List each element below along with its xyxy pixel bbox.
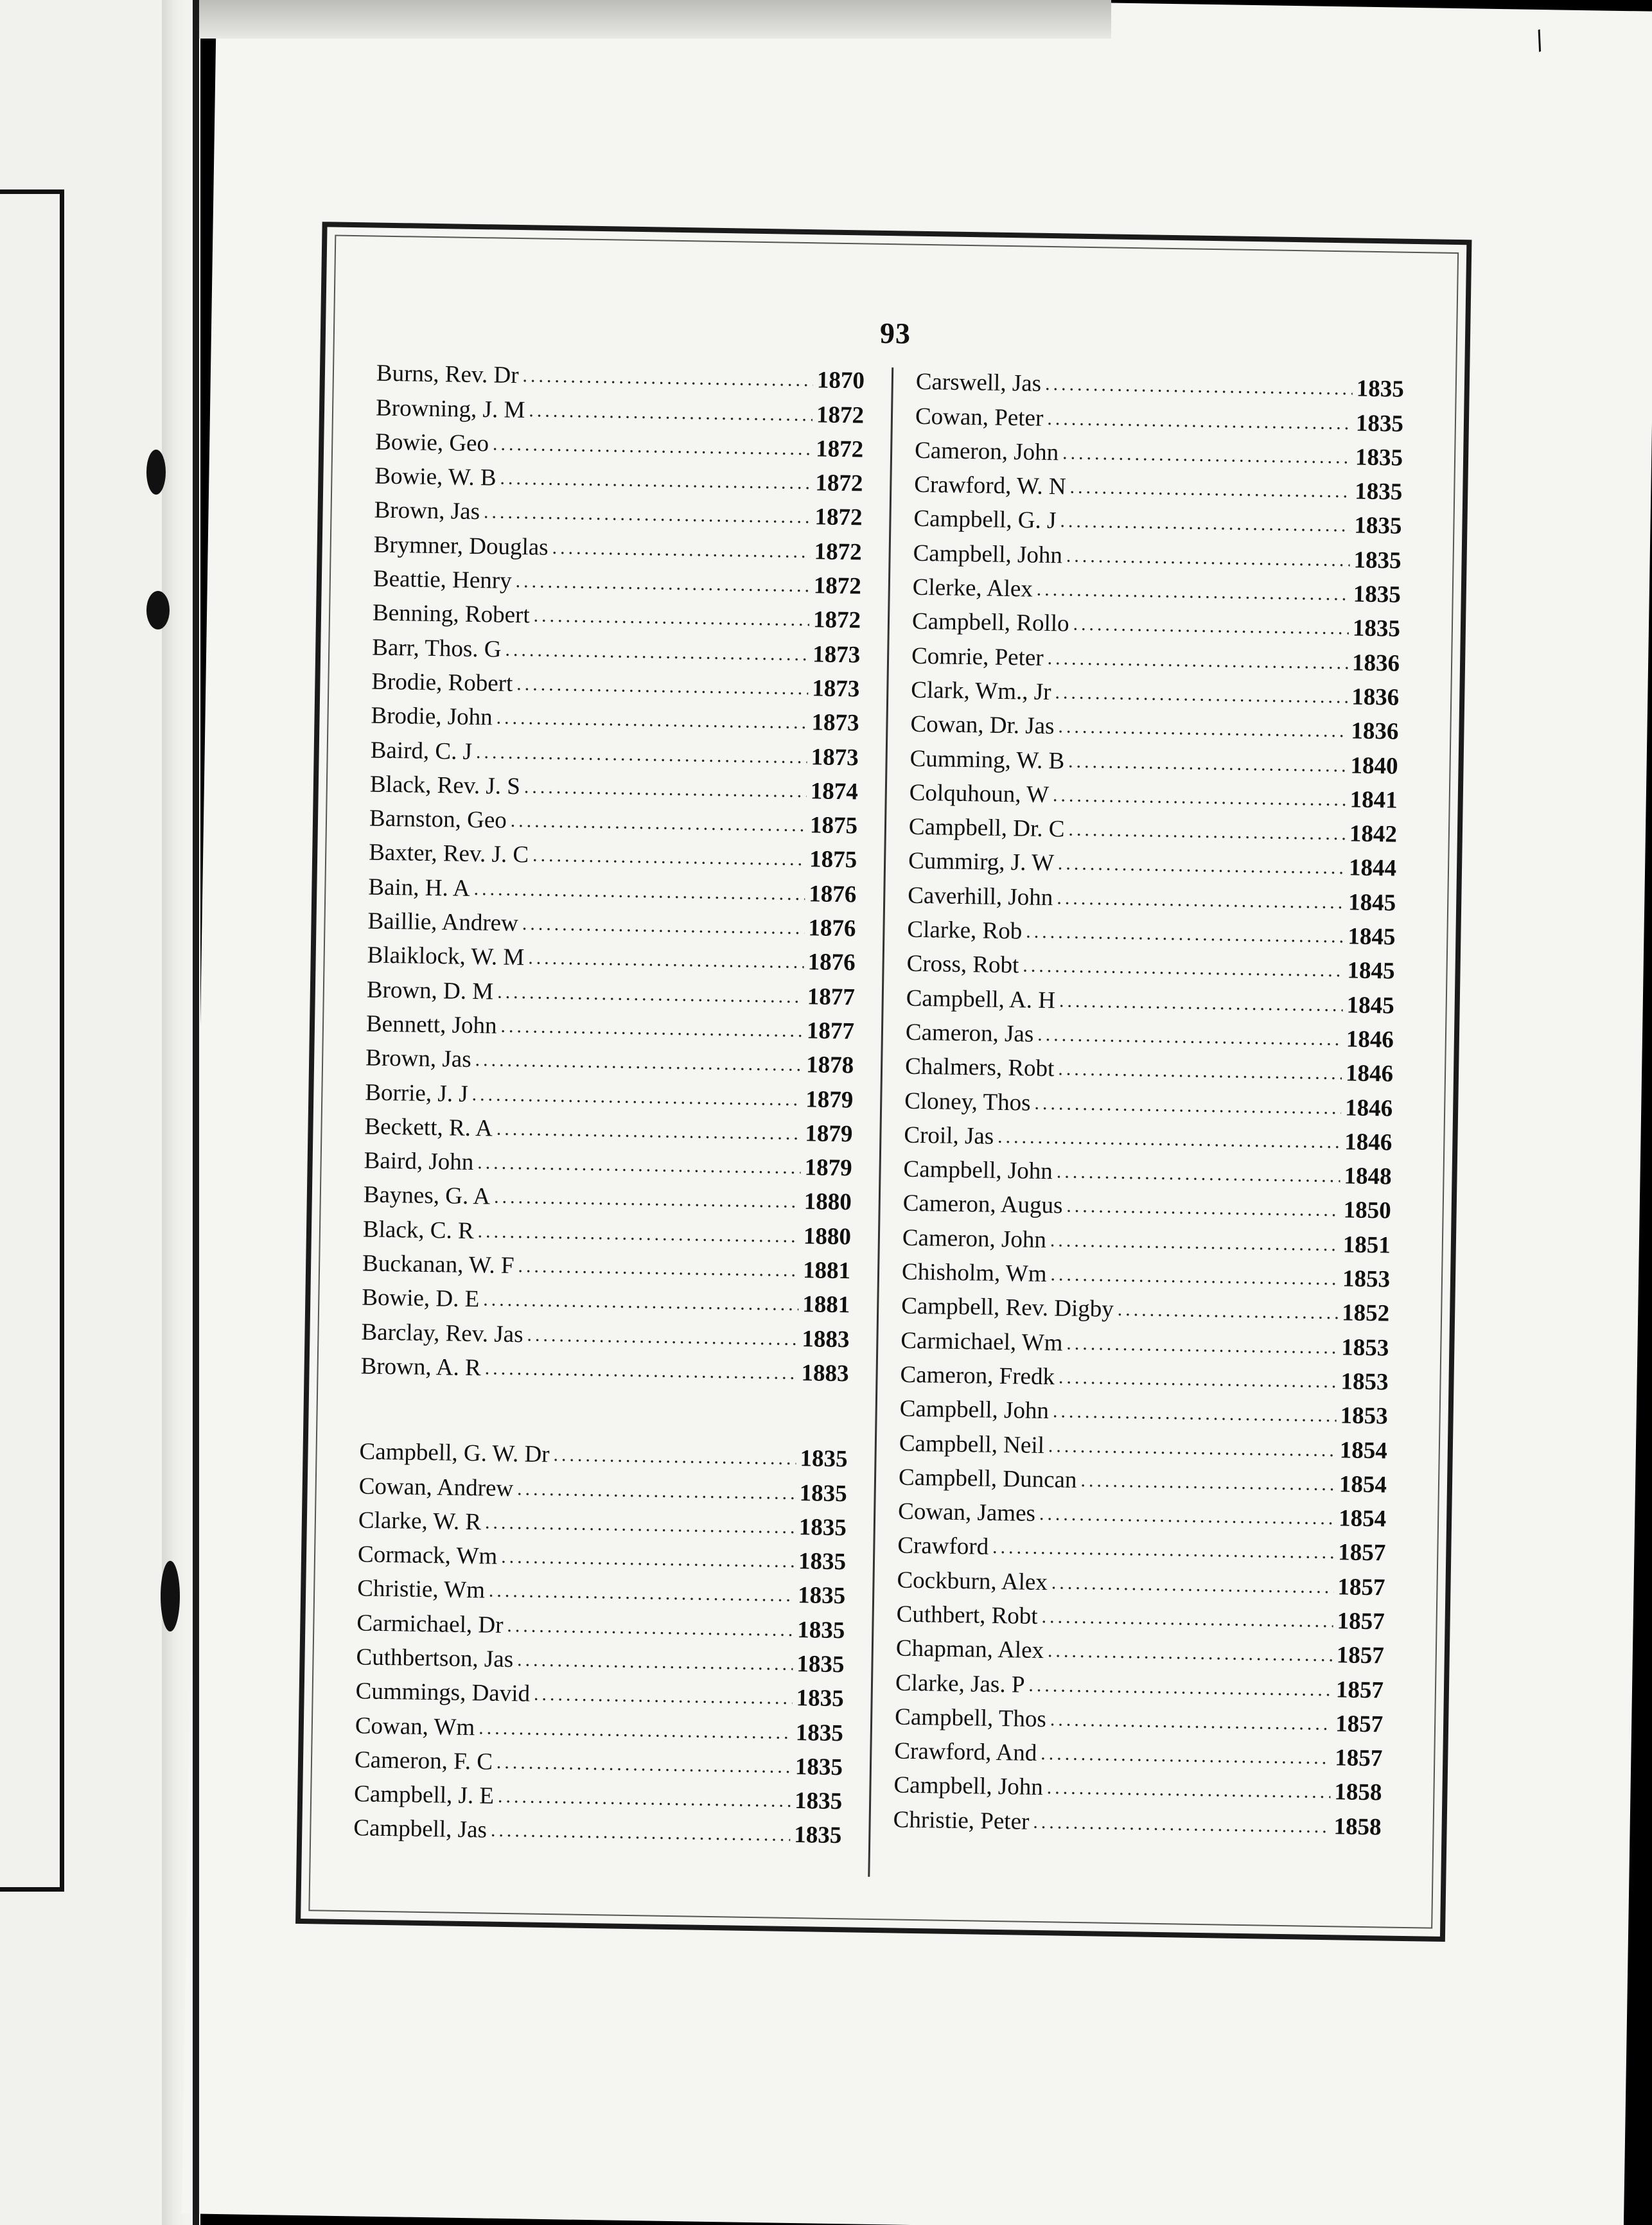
member-name: Cameron, Fredk (900, 1361, 1055, 1391)
member-year: 1835 (798, 1548, 847, 1576)
member-name: Barclay, Rev. Jas (361, 1318, 523, 1348)
member-year: 1853 (1340, 1402, 1388, 1430)
member-name: Campbell, John (903, 1156, 1053, 1185)
page-border (295, 222, 1472, 1942)
dot-leader (1037, 1017, 1342, 1056)
member-name: Clarke, W. R (358, 1507, 482, 1536)
member-name: Baird, C. J (370, 737, 473, 765)
member-year: 1876 (808, 915, 856, 942)
member-year: 1835 (1355, 410, 1404, 437)
dot-leader (507, 1608, 794, 1647)
dot-leader (501, 1540, 795, 1578)
member-year: 1836 (1351, 683, 1400, 711)
member-year: 1854 (1339, 1436, 1388, 1464)
member-year: 1879 (805, 1086, 854, 1113)
member-year: 1835 (794, 1788, 843, 1815)
member-year: 1842 (1349, 820, 1398, 848)
dot-leader (1066, 538, 1350, 577)
member-year: 1872 (814, 504, 863, 531)
dot-leader (1041, 1736, 1331, 1775)
member-year: 1858 (1334, 1779, 1382, 1806)
member-name: Crawford, And (894, 1737, 1037, 1767)
member-year: 1873 (812, 640, 861, 669)
member-name: Brown, A. R (360, 1353, 482, 1382)
member-name: Baxter, Rev. J. C (368, 839, 529, 868)
member-year: 1857 (1337, 1539, 1386, 1567)
dot-leader (1062, 435, 1352, 474)
member-year: 1851 (1342, 1231, 1391, 1259)
member-year: 1846 (1344, 1129, 1393, 1156)
dot-leader (1069, 470, 1351, 509)
member-year: 1872 (813, 572, 862, 600)
member-year: 1873 (811, 743, 859, 771)
page-number: 93 (879, 316, 911, 350)
book-page (182, 0, 1652, 2225)
dot-leader (534, 1677, 793, 1715)
member-name: Brown, Jas (365, 1044, 471, 1073)
dot-leader (1028, 1667, 1332, 1706)
member-year: 1835 (793, 1822, 842, 1849)
member-name: Cameron, Augus (902, 1190, 1063, 1219)
member-year: 1845 (1347, 957, 1395, 985)
member-name: Beattie, Henry (373, 565, 512, 594)
member-year: 1853 (1340, 1368, 1389, 1396)
member-name: Cowan, Dr. Jas (910, 710, 1055, 740)
member-name: Campbell, John (893, 1772, 1044, 1801)
member-name: Campbell, Thos (894, 1703, 1047, 1733)
dot-leader (1058, 847, 1346, 885)
member-year: 1835 (1352, 615, 1401, 643)
member-year: 1881 (802, 1291, 850, 1319)
gutter-shadow (193, 0, 199, 2225)
dot-leader (1057, 881, 1345, 919)
dot-leader (1056, 1154, 1340, 1193)
member-year: 1835 (799, 1479, 847, 1507)
member-name: Campbell, Duncan (898, 1464, 1077, 1493)
dot-leader (1059, 983, 1344, 1022)
member-name: Cummirg, J. W (908, 848, 1055, 877)
members-list-right (893, 365, 1404, 1844)
member-year: 1845 (1346, 992, 1395, 1019)
dot-leader (1036, 572, 1349, 611)
member-year: 1848 (1344, 1163, 1392, 1190)
member-year: 1874 (810, 778, 859, 805)
dot-leader (475, 1042, 802, 1082)
member-year: 1846 (1346, 1026, 1394, 1053)
dot-leader (528, 941, 804, 980)
member-name: Colquhoun, W (909, 779, 1050, 808)
member-name: Bennett, John (365, 1010, 497, 1039)
dot-leader (522, 906, 804, 945)
member-year: 1846 (1345, 1060, 1394, 1087)
member-year: 1877 (806, 1017, 855, 1045)
member-year: 1836 (1351, 717, 1399, 745)
member-name: Burns, Rev. Dr (376, 360, 519, 389)
member-year: 1853 (1342, 1265, 1391, 1293)
member-year: 1835 (1354, 478, 1403, 506)
dot-leader (533, 599, 809, 637)
dot-leader (527, 1317, 798, 1356)
member-year: 1835 (1356, 375, 1405, 403)
member-name: Cross, Robt (906, 950, 1019, 979)
dot-leader (493, 427, 813, 466)
pen-mark: / (1530, 25, 1549, 56)
dot-leader (505, 632, 809, 671)
dot-leader (1050, 1257, 1339, 1296)
dot-leader (476, 735, 807, 774)
dot-leader (1050, 1702, 1331, 1741)
dot-leader (510, 804, 806, 842)
dot-leader (1068, 813, 1346, 851)
dot-leader (515, 564, 810, 602)
dot-leader (1073, 607, 1349, 646)
member-name: Comrie, Peter (911, 642, 1044, 671)
member-name: Chalmers, Robt (904, 1053, 1055, 1082)
member-name: Cowan, Wm (355, 1712, 475, 1741)
member-name: Clerke, Alex (912, 574, 1033, 602)
member-name: Baird, John (364, 1147, 474, 1176)
dot-leader (529, 393, 813, 432)
dot-leader (522, 358, 813, 397)
dot-leader (477, 1145, 801, 1184)
member-name: Cummings, David (355, 1678, 531, 1707)
member-year: 1875 (809, 846, 857, 874)
left-column (353, 356, 865, 1853)
dot-leader (1050, 1223, 1340, 1262)
dot-leader (992, 1530, 1335, 1569)
member-name: Campbell, Neil (899, 1430, 1045, 1459)
member-name: Cowan, Andrew (358, 1472, 514, 1502)
member-year: 1835 (798, 1513, 847, 1542)
dot-leader (496, 701, 808, 740)
member-name: Chapman, Alex (895, 1635, 1044, 1664)
member-year: 1872 (815, 435, 864, 463)
member-year: 1853 (1341, 1333, 1389, 1362)
member-name: Bowie, D. E (362, 1284, 480, 1313)
dot-leader (1039, 1497, 1335, 1535)
member-year: 1835 (795, 1719, 844, 1746)
dot-leader (498, 1779, 791, 1818)
right-column (893, 365, 1404, 1844)
member-year: 1844 (1348, 854, 1397, 883)
member-name: Campbell, G. J (913, 506, 1057, 534)
dot-leader (497, 974, 804, 1013)
member-year: 1881 (802, 1257, 851, 1285)
dot-leader (1047, 641, 1348, 680)
members-list-c (353, 1434, 848, 1852)
member-year: 1876 (809, 880, 857, 908)
dot-leader (1034, 1086, 1341, 1124)
member-year: 1835 (1353, 547, 1402, 574)
group-spacer (360, 1383, 848, 1442)
member-name: Campbell, Jas (353, 1815, 488, 1844)
dot-leader (1033, 1805, 1330, 1843)
facing-page-fragment (0, 0, 162, 2225)
member-year: 1846 (1344, 1094, 1393, 1122)
member-year: 1835 (797, 1616, 845, 1644)
dot-leader (553, 1438, 796, 1475)
dot-leader (1066, 1189, 1340, 1227)
member-year: 1872 (814, 538, 863, 566)
member-name: Brodie, John (371, 702, 493, 731)
member-year: 1857 (1336, 1642, 1385, 1669)
dot-leader (1045, 367, 1353, 406)
member-name: Campbell, Rev. Digby (901, 1292, 1114, 1323)
member-year: 1877 (807, 983, 856, 1011)
dot-leader (473, 872, 805, 911)
dot-leader (1023, 949, 1344, 988)
dot-leader (477, 1214, 800, 1253)
dot-leader (483, 1283, 799, 1322)
member-year: 1873 (811, 709, 859, 737)
member-name: Christie, Peter (893, 1806, 1030, 1835)
member-year: 1880 (804, 1188, 852, 1216)
member-year: 1841 (1349, 786, 1398, 814)
member-name: Brown, D. M (366, 976, 494, 1005)
member-year: 1857 (1335, 1676, 1384, 1704)
member-year: 1857 (1337, 1608, 1385, 1635)
member-name: Campbell, A. H (906, 985, 1056, 1014)
member-name: Browning, J. M (375, 394, 525, 423)
member-year: 1852 (1341, 1299, 1390, 1327)
dot-leader (1053, 1394, 1337, 1433)
member-year: 1883 (802, 1325, 850, 1353)
member-name: Bain, H. A (368, 874, 470, 902)
member-name: Cameron, John (914, 437, 1059, 466)
member-name: Black, Rev. J. S (369, 771, 521, 800)
member-year: 1835 (1355, 444, 1403, 471)
member-year: 1872 (813, 606, 861, 634)
member-name: Bowie, W. B (374, 462, 496, 491)
dot-leader (484, 1351, 798, 1390)
member-year: 1835 (796, 1651, 845, 1678)
dot-leader (484, 495, 811, 534)
dot-leader (1048, 1429, 1337, 1467)
member-name: Clarke, Rob (907, 916, 1023, 945)
dot-leader (1117, 1292, 1338, 1330)
dot-leader (1051, 1565, 1333, 1604)
dot-leader (1059, 1360, 1337, 1398)
dot-leader (1046, 1771, 1331, 1809)
dot-leader (491, 1813, 791, 1852)
binding-hole (161, 1561, 180, 1631)
dot-leader (1053, 778, 1347, 816)
binding-hole (146, 450, 166, 495)
member-year: 1883 (801, 1360, 849, 1387)
dot-leader (500, 461, 812, 500)
dot-leader (485, 1505, 796, 1544)
member-name: Brown, Jas (374, 497, 480, 525)
member-year: 1836 (1351, 649, 1400, 677)
facing-page-border (0, 189, 64, 1892)
member-name: Cameron, John (902, 1224, 1047, 1253)
member-year: 1857 (1337, 1573, 1385, 1601)
dot-leader (496, 1111, 801, 1150)
member-name: Brymner, Douglas (373, 531, 549, 561)
member-name: Bowie, Geo (374, 428, 489, 457)
member-name: Clarke, Jas. P (895, 1669, 1025, 1698)
member-year: 1870 (816, 367, 865, 394)
page-top-edge (199, 0, 1111, 39)
member-name: Carmichael, Dr (356, 1610, 504, 1639)
member-name: Baynes, G. A (363, 1181, 491, 1210)
member-name: Chisholm, Wm (901, 1258, 1047, 1288)
dot-leader (479, 1711, 792, 1750)
member-name: Cormack, Wm (357, 1541, 498, 1570)
member-name: Campbell, Dr. C (908, 813, 1065, 843)
dot-leader (997, 1120, 1341, 1159)
member-name: Cloney, Thos (904, 1087, 1031, 1116)
dot-leader (517, 1642, 793, 1681)
member-name: Campbell, G. W. Dr (359, 1438, 550, 1468)
dot-leader (552, 531, 811, 568)
member-year: 1854 (1339, 1471, 1387, 1499)
member-year: 1880 (803, 1222, 852, 1251)
member-year: 1840 (1350, 752, 1398, 780)
member-name: Carswell, Jas (915, 369, 1042, 398)
member-name: Beckett, R. A (364, 1113, 493, 1142)
member-name: Baillie, Andrew (367, 908, 519, 937)
dot-leader (500, 1009, 803, 1048)
member-year: 1858 (1333, 1813, 1382, 1841)
member-year: 1879 (805, 1120, 853, 1148)
dot-leader (1048, 1634, 1333, 1673)
member-name: Caverhill, John (907, 882, 1053, 911)
member-year: 1845 (1348, 889, 1396, 917)
member-name: Benning, Robert (372, 599, 530, 629)
dot-leader (517, 1472, 796, 1510)
member-year: 1857 (1334, 1745, 1383, 1772)
dot-leader (1026, 915, 1344, 954)
member-name: Croil, Jas (904, 1121, 994, 1150)
member-name: Campbell, Rollo (911, 608, 1069, 637)
member-year: 1873 (812, 675, 860, 703)
member-name: Christie, Wm (356, 1575, 486, 1604)
member-year: 1872 (816, 401, 865, 429)
member-name: Black, C. R (362, 1216, 475, 1244)
member-year: 1845 (1348, 923, 1396, 951)
member-name: Cowan, Peter (915, 403, 1044, 432)
member-year: 1835 (796, 1685, 844, 1712)
member-name: Campbell, J. E (353, 1781, 495, 1809)
member-name: Cameron, F. C (354, 1746, 493, 1775)
member-year: 1872 (815, 470, 863, 497)
dot-leader (1058, 710, 1348, 748)
member-name: Carmichael, Wm (901, 1327, 1063, 1357)
member-name: Campbell, John (913, 540, 1063, 569)
member-name: Cumming, W. B (909, 745, 1065, 775)
member-name: Barr, Thos. G (371, 634, 502, 663)
dot-leader (532, 838, 806, 877)
dot-leader (1068, 744, 1347, 782)
member-year: 1878 (805, 1051, 854, 1079)
member-year: 1850 (1343, 1197, 1392, 1224)
dot-leader (489, 1574, 795, 1612)
member-year: 1876 (807, 949, 856, 976)
member-year: 1875 (809, 812, 858, 840)
dot-leader (1058, 1052, 1342, 1091)
member-year: 1835 (1354, 512, 1402, 540)
member-name: Crawford (897, 1532, 989, 1561)
member-name: Cockburn, Alex (897, 1567, 1048, 1596)
dot-leader (1060, 504, 1351, 543)
member-name: Cameron, Jas (905, 1019, 1034, 1048)
member-name: Buckanan, W. F (362, 1250, 514, 1280)
member-name: Crawford, W. N (914, 471, 1067, 500)
dot-leader (1041, 1599, 1333, 1638)
member-name: Cowan, James (897, 1498, 1036, 1527)
member-year: 1835 (1353, 581, 1402, 608)
binding-hole (146, 591, 170, 629)
dot-leader (494, 1180, 800, 1218)
member-name: Clark, Wm., Jr (911, 676, 1051, 706)
member-year: 1879 (804, 1154, 852, 1182)
member-year: 1857 (1335, 1711, 1384, 1738)
dot-leader (1066, 1326, 1338, 1364)
dot-leader (1047, 401, 1352, 440)
dot-leader (496, 1745, 792, 1784)
member-name: Brodie, Robert (371, 668, 513, 697)
member-name: Campbell, John (899, 1395, 1050, 1425)
members-list-b (360, 356, 865, 1391)
dot-leader (471, 1077, 802, 1116)
member-name: Blaiklock, W. M (367, 942, 525, 971)
member-name: Cuthbert, Robt (896, 1601, 1038, 1630)
member-year: 1835 (795, 1753, 843, 1781)
member-year: 1854 (1338, 1505, 1387, 1533)
member-year: 1835 (800, 1445, 848, 1473)
dot-leader (523, 770, 807, 808)
member-year: 1835 (797, 1582, 846, 1610)
dot-leader (1055, 675, 1348, 714)
dot-leader (1080, 1463, 1335, 1501)
member-name: Borrie, J. J (365, 1078, 469, 1107)
dot-leader (516, 667, 809, 705)
member-name: Barnston, Geo (369, 805, 507, 834)
dot-leader (518, 1249, 799, 1287)
member-name: Cuthbertson, Jas (356, 1644, 514, 1673)
